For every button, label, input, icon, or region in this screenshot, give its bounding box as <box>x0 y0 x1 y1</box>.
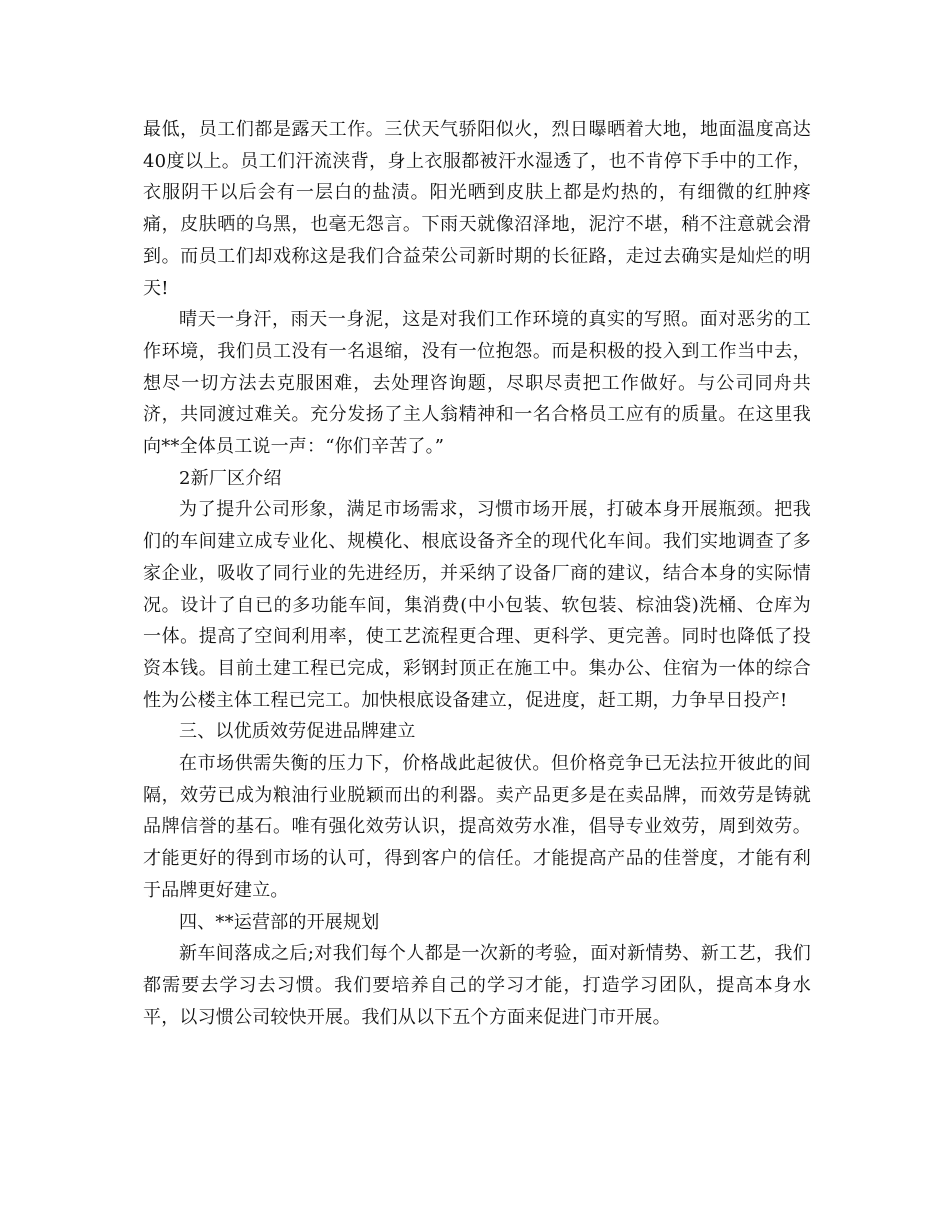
paragraph-working-conditions: 最低，员工们都是露天工作。三伏天气骄阳似火，烈日曝晒着大地，地面温度高达40度以上。员工们汗流浃背，身上衣服都被汗水湿透了，也不肯停下手中的工作，衣服阴干以后会有一层白的盐渍。阳光晒到皮肤上都是灼热的，有细微的红肿疼痛，皮肤晒的乌黑，也毫无怨言。下雨天就像沼泽地，泥泞不堪，稍不注意就会滑到。而员工们却戏称这是我们合益荣公司新时期的长征路，走过去确实是灿烂的明天! <box>143 119 811 299</box>
section-heading-service-brand: 三、以优质效劳促进品牌建立 <box>179 721 416 743</box>
document-body <box>143 114 811 1033</box>
paragraph-service-brand: 在市场供需失衡的压力下，价格战此起彼伏。但价格竞争已无法拉开彼此的间隔，效劳已成为粮油行业脱颖而出的利器。卖产品更多是在卖品牌，而效劳是铸就品牌信誉的基石。唯有强化效劳认识，提高效劳水准，倡导专业效劳，周到效劳。才能更好的得到市场的认可，得到客户的信任。才能提高产品的佳誉度，才能有利于品牌更好建立。 <box>143 753 811 901</box>
paragraph-development-plan: 新车间落成之后;对我们每个人都是一次新的考验，面对新情势、新工艺，我们都需要去学习去习惯。我们要培养自己的学习才能，打造学习团队，提高本身水平，以习惯公司较快开展。我们从以下五个方面来促进门市开展。 <box>143 943 811 1028</box>
section-heading-new-plant: 2新厂区介绍 <box>179 467 282 489</box>
paragraph-new-plant: 为了提升公司形象，满足市场需求，习惯市场开展，打破本身开展瓶颈。把我们的车间建立成专业化、规模化、根底设备齐全的现代化车间。我们实地调查了多家企业，吸收了同行业的先进经历，并采纳了设备厂商的建议，结合本身的实际情况。设计了自已的多功能车间，集消费(中小包装、软包装、棕油袋)洗桶、仓库为一体。提高了空间利用率，使工艺流程更合理、更科学、更完善。同时也降低了投资本钱。目前土建工程已完成，彩钢封顶正在施工中。集办公、住宿为一体的综合性为公楼主体工程已完工。加快根底设备建立，促进度，赶工期，力争早日投产! <box>143 499 811 711</box>
paragraph-work-environment: 晴天一身汗，雨天一身泥，这是对我们工作环境的真实的写照。面对恶劣的工作环境，我们员工没有一名退缩，没有一位抱怨。而是积极的投入到工作当中去，想尽一切方法去克服困难，去处理咨询题，尽职尽责把工作做好。与公司同舟共济，共同渡过难关。充分发扬了主人翁精神和一名合格员工应有的质量。在这里我向**全体员工说一声：“你们辛苦了。” <box>143 309 811 458</box>
section-heading-development-plan: 四、**运营部的开展规划 <box>179 911 380 933</box>
